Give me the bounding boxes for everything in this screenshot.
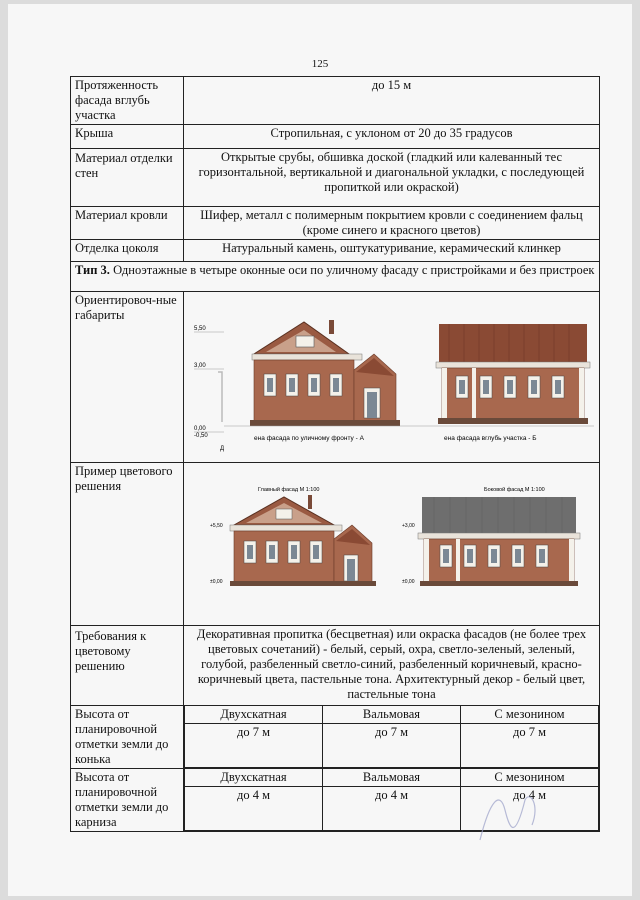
row-color-req	[71, 626, 600, 706]
ridge-height-subtable-cell	[184, 706, 600, 769]
mark-550: 5,50	[194, 326, 206, 332]
label-dimensions: Ориентировоч-ные габариты	[71, 292, 184, 463]
row-ridge-height	[71, 706, 600, 769]
label-ridge-height: Высота от планировочной отметки земли до конька	[71, 706, 184, 769]
page-number: 125	[311, 58, 329, 70]
row-depth	[71, 77, 600, 125]
ridge-header-gable: Двухскатная	[185, 706, 323, 724]
mark-300: 3,00	[194, 363, 206, 369]
type3-prefix: Тип 3.	[75, 263, 110, 277]
ridge-value-mezzanine: до 7 м	[461, 724, 599, 768]
row-color-example	[71, 463, 600, 626]
label-roof-material: Материал кровли	[71, 207, 184, 240]
value-plinth: Натуральный камень, оштукатуривание, керамический клинкер	[184, 240, 600, 262]
row-type3	[71, 262, 600, 292]
eave-value-mezzanine: до 4 м	[461, 787, 599, 831]
mark-main-zero: ±0,00	[210, 579, 223, 585]
caption-b: ена фасада вглубь участка - Б	[444, 435, 537, 442]
dimensions-drawing	[184, 292, 608, 458]
mark-main-top: +5,50	[210, 523, 223, 529]
value-depth: до 15 м	[184, 77, 600, 125]
label-plinth: Отделка цоколя	[71, 240, 184, 262]
row-roof	[71, 125, 600, 149]
color-example-cell	[184, 463, 600, 626]
mark-000: 0,00	[194, 426, 206, 432]
front-facade-a	[224, 320, 424, 442]
ridge-height-subtable	[184, 706, 599, 768]
caption-main: Главный фасад М 1:100	[258, 487, 320, 493]
side-facade-b	[424, 324, 594, 442]
label-roof: Крыша	[71, 125, 184, 149]
row-plinth	[71, 240, 600, 262]
ridge-value-gable: до 7 м	[185, 724, 323, 768]
label-color-example: Пример цветового решения	[71, 463, 184, 626]
row-wall-material	[71, 149, 600, 207]
regulations-table	[70, 76, 600, 832]
label-wall-material: Материал отделки стен	[71, 149, 184, 207]
eave-header-gable: Двухскатная	[185, 769, 323, 787]
value-color-req: Декоративная пропитка (бесцветная) или окраска фасадов (не более трех цветовых сочетаний) - белый, серый, охра, светло-зеленый, зеленый, голубой, разбеленный светло-синий, разбеленный коричневый, красно- коричневый цвета, пастельные тона. Архитектурный декор - белый цвет, пастельные тона	[184, 626, 600, 706]
ridge-value-hip: до 7 м	[323, 724, 461, 768]
label-depth: Протяженность фасада вглубь участка	[71, 77, 184, 125]
color-example-drawing	[184, 463, 608, 621]
value-roof-material: Шифер, металл с полимерным покрытием кровли с соединением фальц (кроме синего и красного цветов)	[184, 207, 600, 240]
ridge-header-mezzanine: С мезонином	[461, 706, 599, 724]
mark-side-top: +3,00	[402, 523, 415, 529]
value-roof: Стропильная, с уклоном от 20 до 35 градусов	[184, 125, 600, 149]
type3-text: Одноэтажные в четыре оконные оси по уличному фасаду с пристройками и без пристроек	[113, 263, 595, 277]
ridge-header-hip: Вальмовая	[323, 706, 461, 724]
caption-a: ена фасада по уличному фронту - А	[254, 435, 364, 442]
letter-d: Д	[220, 446, 225, 452]
row-roof-material	[71, 207, 600, 240]
signature-scribble	[470, 780, 550, 850]
eave-header-mezzanine: С мезонином	[461, 769, 599, 787]
type3-heading	[71, 262, 600, 292]
color-side-facade	[418, 497, 580, 586]
dimensions-drawing-cell	[184, 292, 600, 463]
row-dimensions	[71, 292, 600, 463]
eave-value-hip: до 4 м	[323, 787, 461, 831]
eave-value-gable: до 4 м	[185, 787, 323, 831]
mark-side-zero: ±0,00	[402, 579, 415, 585]
color-main-facade	[230, 495, 376, 586]
mark-minus050: -0,50	[194, 433, 208, 439]
caption-side: Боковой фасад М 1:100	[484, 487, 545, 493]
label-eave-height: Высота от планировочной отметки земли до карниза	[71, 769, 184, 832]
label-color-req: Требования к цветовому решению	[71, 626, 184, 706]
eave-header-hip: Вальмовая	[323, 769, 461, 787]
value-wall-material: Открытые срубы, обшивка доской (гладкий или калеванный тес горизонтальной, вертикальной и диагональной укладки, с последующей пропиткой или окраской)	[184, 149, 600, 207]
